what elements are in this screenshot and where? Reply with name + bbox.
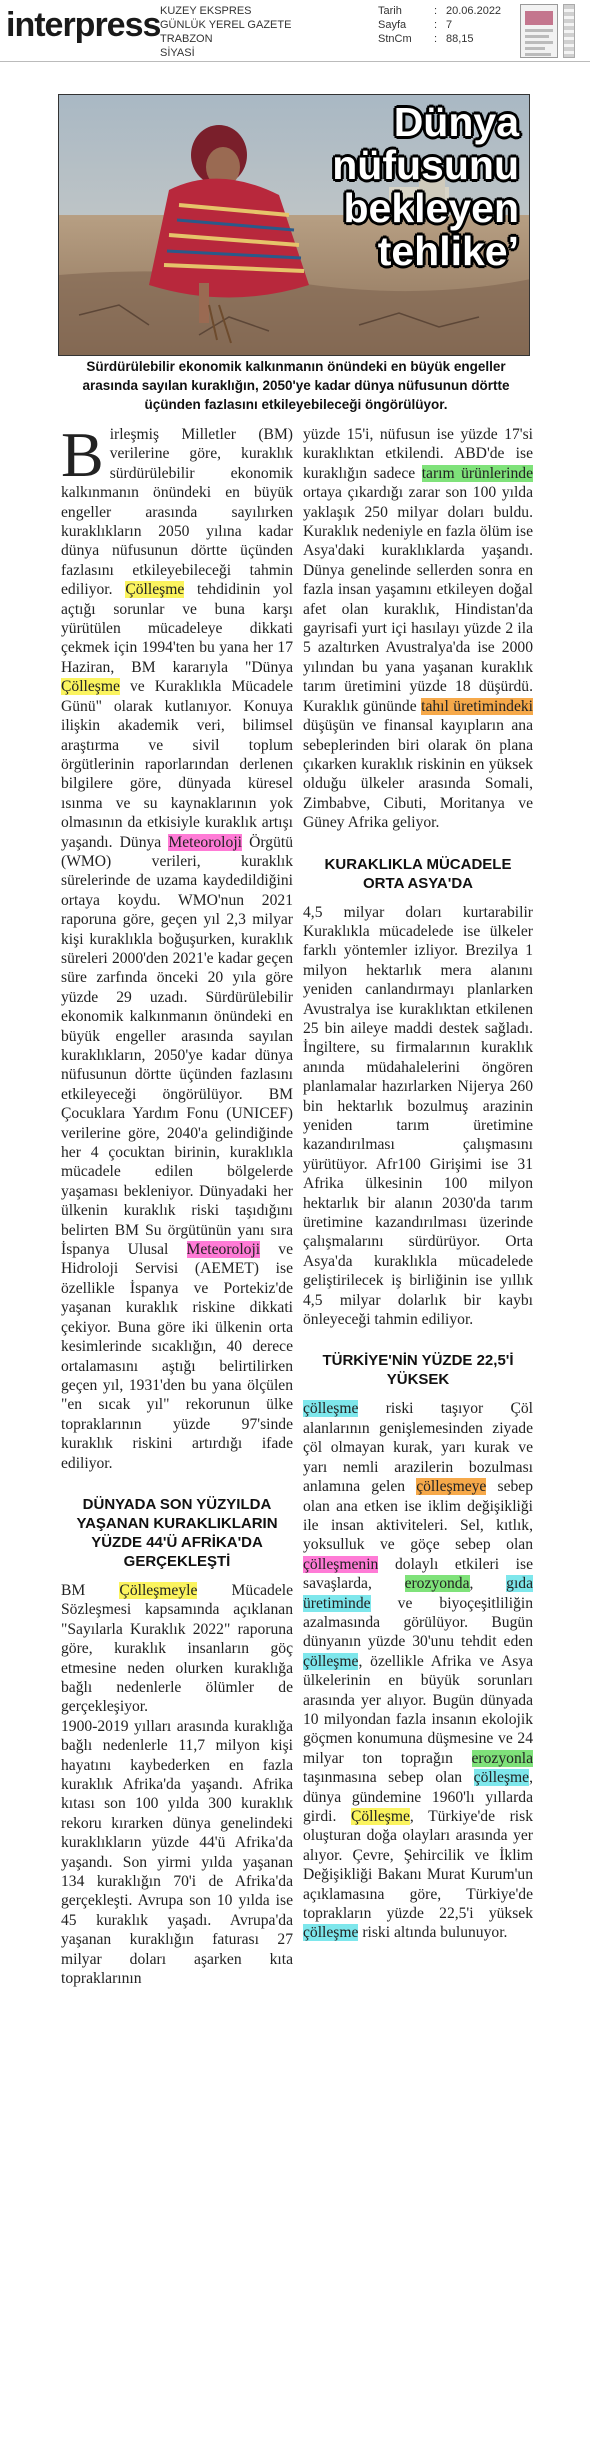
publication-category: SİYASİ (160, 47, 195, 59)
highlight: Çölleşme (61, 678, 120, 696)
publication-period: GÜNLÜK YEREL GAZETE (160, 19, 292, 31)
highlight: gıda üretiminde (303, 1575, 533, 1612)
article-paragraph: BM Çölleşmeyle Mücadele Sözleşmesi kapsamında açıklanan "Sayılarla Kuraklık 2022" raporuna göre, kuraklık insanların göç etmesine neden olurken kuraklığa bağlı nedenlerle ölümler de gerçekleşiyor. (61, 1581, 294, 1716)
article-paragraph: Birleşmiş Milletler (BM) verilerine göre, kuraklık sürdürülebilir ekonomik kalkınmanın önündeki en büyük engeller arasında sayılırken kuraklıkların 2050 yılına kadar dünya nüfusunun dörtte üçünden fazlasını etkileyebileceği tahmin ediliyor. Çölleşme tehdidinin yol açtığı sorunlar ve buna karşı yürütülen mücadeleye dikkati çekmek için 1994'ten bu yana her 17 Haziran, BM kararıyla "Dünya Çölleşme ve Kuraklıkla Mücadele Günü" olarak kutlanıyor. Konuya ilişkin akademik veri, bilimsel araştırma ve sivil toplum örgütlerinin raporlarından derlenen bilgilere göre, dünyada küresel ısınma ve su kaynaklarının yok olmasının da etkisiyle kuraklık artışı yaşandı. Dünya Meteoroloji Örgütü (WMO) verileri, kuraklık sürelerinde de uzama kaydedildiğini ortaya koydu. WMO'nun 2021 raporuna göre, geçen yıl 2,3 milyar kişi kuraklıkla boğuşurken, kuraklık süreleri 2000'den 2021'e kadar geçen süre zarfında önceki 20 yıla göre yüzde 29 uzadı. Sürdürülebilir ekonomik kalkınmanın önündeki en büyük engeller arasında sayılan kuraklıkların, 2050'ye kadar dünya nüfusunun dörtte üçünden fazlasını etkileyeceği öngörülüyor. BM Çocuklara Yardım Fonu (UNICEF) verilerine göre, 2040'a gelindiğinde her 4 çocuktan birinin, kuraklıkla mücadele edilen bölgelerde yaşaması bekleniyor. Dünyadaki her ülkenin kuraklık riski taşıdığını belirten BM Su örgütünün yanı sıra İspanya Ulusal Meteoroloji ve Hidroloji Servisi (AEMET) ise özellikle İspanya ve Portekiz'de yaşanan kuraklık riskine dikkati çekiyor. Buna göre iki ülkenin orta kesimlerinde sıcaklığın, 40 derece ortalamasını aştığı belirtilirken geçen yıl, 1931'den bu yana ölçülen "en sıcak yıl" rekorunun ülke topraklarının yüzde 97'sinde kuraklık riskini artırdığı ifade ediliyor. (61, 419, 294, 1472)
article-photo (58, 94, 530, 356)
page-thumbnail (520, 4, 558, 58)
highlight: erozyonda (404, 1575, 470, 1593)
headline (332, 101, 519, 273)
highlight: çölleşmenin (303, 1555, 379, 1573)
article-paragraph: 4,5 milyar doları kurtarabilir Kuraklıkla mücadelede ise ülkeler farklı yöntemler izliyor. Brezilya 1 milyon hektarlık mera alanını yeniden canlandırmayı planlarken Avustralya ise kuraklıktan etkilenen 25 bin aileye maddi destek sağladı. İngiltere, su firmalarının kuraklık anında müdahalelerini öngören planlamalar hazırlarken Nijerya 260 bin hektarlık bozulmuş arazinin yeniden tarım üretimine kazandırılması çalışmasını yürütüyor. Afr100 Girişimi ise 31 Afrika ülkesinin 100 milyon hektarlık bir alanın 2030'da tarım üretimine kazandırılması üzerinde çalışmalarını sürdürüyor. Orta Asya'da kuraklıkla mücadelede geliştirilecek iş birliğinin ise yıllık 4,5 milyar dolarlık bir kaybı önleyeceği tahmin ediliyor. (303, 903, 533, 1329)
highlight: çölleşme (303, 1924, 359, 1942)
highlight: çölleşme (303, 1652, 359, 1670)
highlight: Meteoroloji (168, 833, 242, 851)
headline-line: bekleyen (343, 185, 519, 231)
publication-info (160, 4, 291, 60)
headline-line: nüfusunu (332, 142, 519, 188)
dropcap: B (61, 419, 104, 490)
article-spot: Sürdürülebilir ekonomik kalkınmanın önündeki en büyük engeller arasında sayılan kuraklığın, 2050'ye kadar dünya nüfusunun dörtte üçünden fazlasını etkileyebileceği öngörülüyor. (82, 359, 510, 412)
highlight: Meteoroloji (186, 1241, 261, 1259)
headline-line: Dünya (393, 99, 519, 145)
meta-stncm: StnCm : 88,15 (378, 33, 474, 45)
highlight: Çölleşme (125, 581, 185, 599)
headline-line: tehlike’ (377, 228, 519, 274)
meta-page: Sayfa : 7 (378, 19, 453, 31)
publication-city: TRABZON (160, 33, 213, 45)
highlight: tahıl üretimindeki (421, 697, 533, 715)
highlight: çölleşme (303, 1400, 359, 1418)
article-paragraph: çölleşme riski taşıyor Çöl alanlarının genişlemesinden ziyade çöl olmayan kurak, yarı kurak ve yarı nemli arazilerin bozulması anlamına gelen çölleşmeye sebep olan ana etken ise iklim değişikliği ile insan aktiviteleri. Sel, kıtlık, yoksulluk ve göçe sebep olan çölleşmenin dolaylı etkileri ise savaşlarda, erozyonda, gıda üretiminde ve biyoçeşitliliğin azalmasında görülüyor. Bugün dünyanın yüzde 30'unu tehdit eden çölleşme, özellikle Afrika ve Asya ülkelerinin en büyük sorunları arasında yer alıyor. Bugün dünyada 10 milyondan fazla insanın ekolojik göçmen konumuna düşmesine ve 24 milyar ton toprağın erozyonla taşınmasına sebep olan çölleşme, dünya gündemine 1960'lı yıllarda girdi. Çölleşme, Türkiye'de risk oluşturan doğa olayları arasında yer alıyor. Çevre, Şehircilik ve İklim Değişikliği Bakanı Murat Kurum'un açıklamasına göre, Türkiye'de toprakların yüzde 22,5'i yüksek çölleşme riski altında bulunuyor. (303, 1400, 534, 1942)
interpress-logo: interpress (6, 6, 161, 44)
clipping-header (0, 0, 590, 62)
meta-date: Tarih : 20.06.2022 (378, 5, 502, 17)
highlight: çölleşme (473, 1769, 530, 1787)
highlight: çölleşmeye (416, 1478, 487, 1496)
page-strip (563, 4, 575, 58)
highlight: Çölleşme (350, 1808, 410, 1825)
article-paragraph: yüzde 15'i, nüfusun ise yüzde 17'si kuraklıktan etkilendi. ABD'de ise kuraklığın sadece tarım ürünlerinde ortaya çıkardığı zarar son 100 yılda yaklaşık 250 milyar doları buldu. Kuraklık nedeniyle en fazla ölüm ise Asya'daki kuraklıklarda yaşandı. Dünya genelinde sellerden sonra en fazla insan yaşamını etkileyen doğal afet olan kuraklık, Hindistan'da gayrisafi yurt içi hasılayı yüzde 2 ila 5 azaltırken Avustralya'da ise 2000 yılından bu yana yaşanan kuraklık tarım üretimini yüzde 18 düşürdü. Kuraklık gününde tahıl üretimindeki düşüşün ve finansal kayıpların ana sebeplerinden biri olarak ön plana çıkarken kuraklık riskinin en yüksek olduğu ülkeler arasında Somali, Zimbabve, Cibuti, Moritanya ve Güney Afrika geliyor. (303, 426, 533, 832)
highlight: Çölleşmeyle (119, 1581, 198, 1599)
publication-name: KUZEY EKSPRES (160, 5, 252, 17)
highlight: tarım ürünlerinde (421, 464, 533, 482)
subheading: DÜNYADA SON YÜZYILDA YAŞANAN KURAKLIKLARIN YÜZDE 44'Ü AFRİKA'DA GERÇEKLEŞTİ (76, 1495, 278, 1570)
clipping-meta (378, 4, 501, 46)
subheading: TÜRKİYE'NİN YÜZDE 22,5'İ YÜKSEK (322, 1352, 514, 1389)
article-column-1 (61, 419, 294, 1988)
article-paragraph: 1900-2019 yılları arasında kuraklığa bağlı nedenlerle 11,7 milyon kişi hayatını kaybederken en fazla kuraklık Afrika'da yaşandı. Afrika kıtası son 100 yılda 300 kuraklık rekoru kırarken dünya genelindeki kuraklıkların yüzde 44'ü Afrika'da yaşandı. Son yirmi yılda yaşanan 134 kuraklığın 70'i de Afrika'da gerçekleşti. Avrupa son 10 yılda ise 45 kuraklık yaşadı. Avrupa'da yaşanan kuraklığın faturası 27 milyar doları aşarken kıta topraklarının (61, 1717, 293, 1988)
highlight: erozyonla (471, 1749, 533, 1767)
subheading: KURAKLIKLA MÜCADELE ORTA ASYA'DA (324, 855, 512, 892)
article-column-2 (303, 425, 533, 1943)
